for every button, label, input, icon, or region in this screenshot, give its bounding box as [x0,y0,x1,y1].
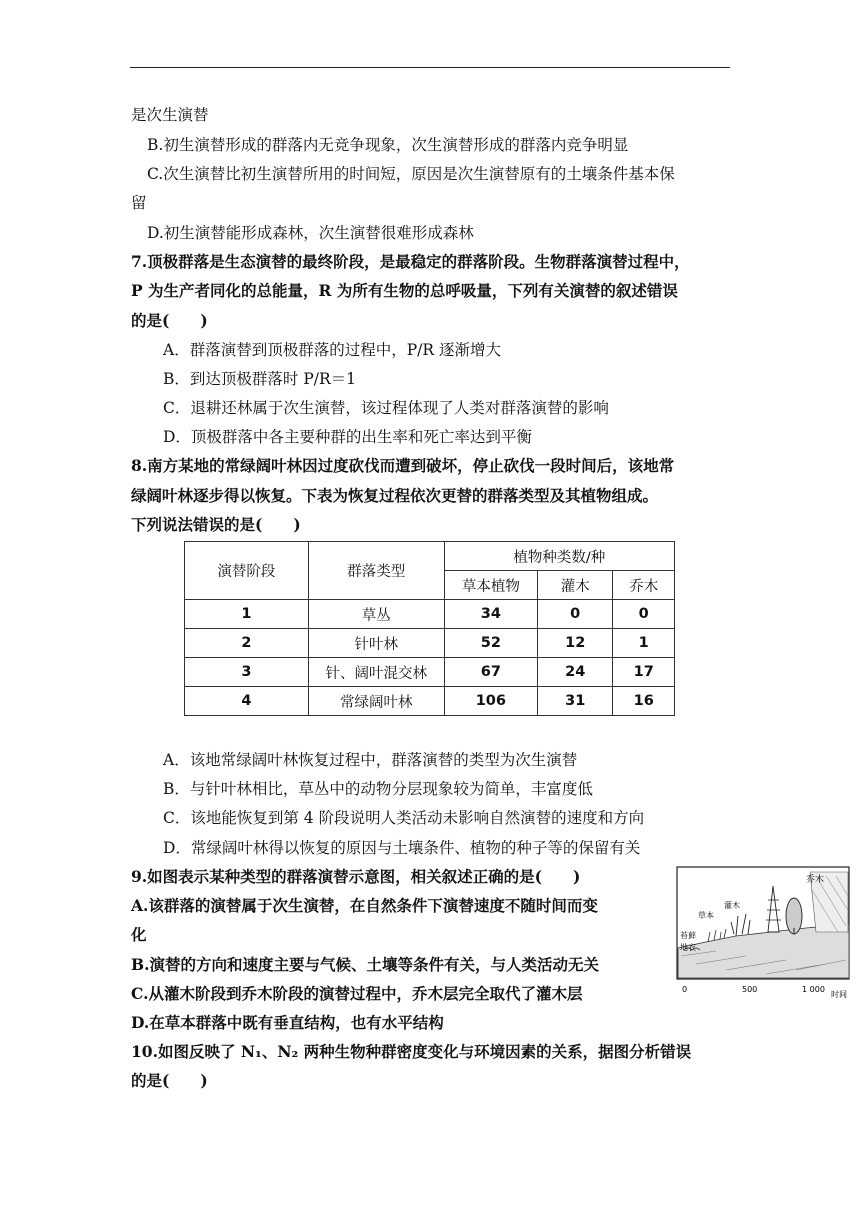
q6-option-b: B.初生演替形成的群落内无竞争现象，次生演替形成的群落内竞争明显 [147,136,629,154]
cell-tree: 16 [613,687,675,716]
cell-tree: 17 [613,658,675,687]
cell-stage: 2 [185,629,309,658]
table-row [185,658,675,687]
q8-option-d: D．常绿阔叶林得以恢复的原因与土壤条件、植物的种子等的保留有关 [163,839,641,857]
q6-option-d: D.初生演替能形成森林，次生演替很难形成森林 [147,224,474,242]
cell-type: 针叶林 [308,629,444,658]
tree-label: 乔木 [806,875,825,885]
cell-stage: 4 [185,687,309,716]
header-species: 植物种类数/种 [444,542,674,571]
q8-option-c: C．该地能恢复到第 4 阶段说明人类活动未影响自然演替的速度和方向 [163,809,645,827]
q7-option-a: A．群落演替到顶极群落的过程中，P/R 逐渐增大 [163,341,501,359]
header-shrub: 灌木 [538,571,613,600]
cell-tree: 0 [613,600,675,629]
q6-option-a-tail: 是次生演替 [131,106,209,124]
cell-shrub: 12 [538,629,613,658]
shrub-label: 灌木 [724,901,740,910]
cell-herb: 106 [444,687,537,716]
tick-1000: 1 000 [802,985,825,994]
q8-stem-line2: 绿阔叶林逐步得以恢复。下表为恢复过程依次更替的群落类型及其植物组成。 [131,486,659,505]
q10-stem-line1: 10.如图反映了 N₁、N₂ 两种生物种群密度变化与环境因素的关系，据图分析错误 [131,1042,692,1061]
cell-stage: 1 [185,600,309,629]
table-row [185,629,675,658]
q6-option-c-tail: 留 [131,194,147,212]
q9-option-b: B.演替的方向和速度主要与气候、土壤等条件有关，与人类活动无关 [131,955,599,974]
q8-stem-line1: 8.南方某地的常绿阔叶林因过度砍伐而遭到破坏，停止砍伐一段时间后，该地常 [131,456,675,475]
succession-table [184,541,675,716]
header-rule [130,67,730,68]
cell-type: 针、阔叶混交林 [308,658,444,687]
q9-option-a-tail: 化 [131,925,147,944]
herb-label: 草本 [698,911,714,920]
q6-option-c: C.次生演替比初生演替所用的时间短，原因是次生演替原有的土壤条件基本保 [147,165,675,183]
cell-type: 草丛 [308,600,444,629]
tick-0: 0 [682,985,688,994]
q7-stem-line2: P 为生产者同化的总能量，R 为所有生物的总呼吸量，下列有关演替的叙述错误 [131,281,678,300]
table-row [185,687,675,716]
table-row [185,600,675,629]
q9-stem: 9.如图表示某种类型的群落演替示意图，相关叙述正确的是( ) [131,867,581,886]
q9-option-d: D.在草本群落中既有垂直结构，也有水平结构 [131,1013,444,1032]
cell-type: 常绿阔叶林 [308,687,444,716]
q8-option-b: B．与针叶林相比，草丛中的动物分层现象较为简单，丰富度低 [163,780,593,798]
cell-shrub: 31 [538,687,613,716]
cell-herb: 52 [444,629,537,658]
q7-option-b: B．到达顶极群落时 P/R＝1 [163,370,357,388]
header-stage: 演替阶段 [185,542,309,600]
cell-shrub: 0 [538,600,613,629]
q7-option-d: D．顶极群落中各主要种群的出生率和死亡率达到平衡 [163,428,532,446]
q7-stem-line1: 7.顶极群落是生态演替的最终阶段，是最稳定的群落阶段。生物群落演替过程中， [131,252,690,271]
q7-stem-line3: 的是( ) [131,311,208,330]
q9-option-c: C.从灌木阶段到乔木阶段的演替过程中，乔木层完全取代了灌木层 [131,984,583,1003]
cell-herb: 34 [444,600,537,629]
header-type: 群落类型 [308,542,444,600]
tick-500: 500 [742,985,758,994]
q9-option-a: A.该群落的演替属于次生演替，在自然条件下演替速度不随时间而变 [131,896,598,915]
q8-option-a: A．该地常绿阔叶林恢复过程中，群落演替的类型为次生演替 [163,751,578,769]
cell-stage: 3 [185,658,309,687]
lichen-label: 地衣 [680,943,696,952]
header-herb: 草本植物 [444,571,537,600]
cell-herb: 67 [444,658,537,687]
cell-shrub: 24 [538,658,613,687]
q8-stem-line3: 下列说法错误的是( ) [131,515,301,534]
q7-option-c: C．退耕还林属于次生演替，该过程体现了人类对群落演替的影响 [163,399,609,417]
moss-label: 苔藓 [680,931,696,940]
succession-figure [676,866,852,1002]
time-label: 时间 [831,990,847,999]
cell-tree: 1 [613,629,675,658]
header-tree: 乔木 [613,571,675,600]
q10-stem-line2: 的是( ) [131,1071,208,1090]
